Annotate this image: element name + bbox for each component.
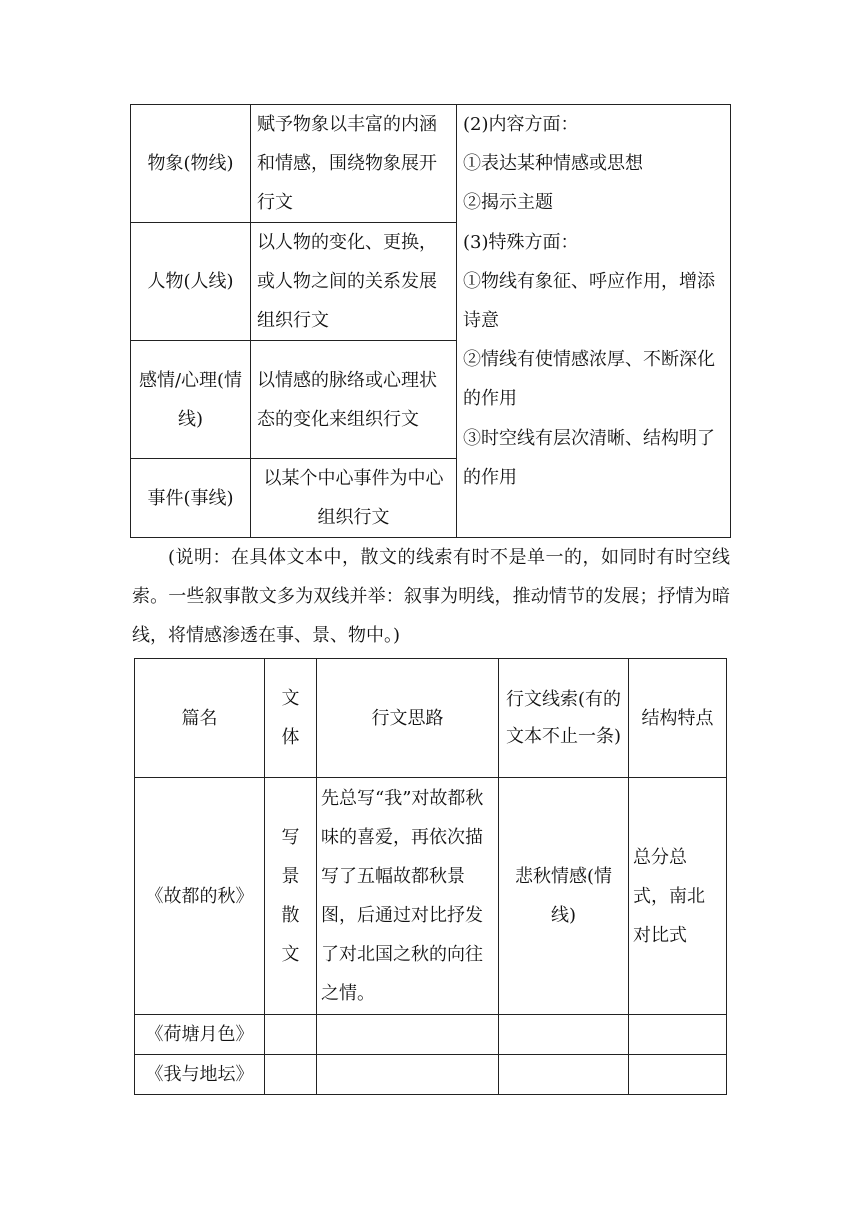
function-line: (2)内容方面：: [463, 114, 579, 135]
thread-type-desc: 赋予物象以丰富的内涵和情感，围绕物象展开行文: [251, 105, 457, 223]
thread-types-table: [130, 104, 731, 538]
explanation-note: (说明：在具体文本中，散文的线索有时不是单一的，如同时有时空线索。一些叙事散文多为双线并举：叙事为明线，推动情节的发展；抒情为暗线，将情感渗透在事、景、物中。): [132, 547, 730, 646]
essay-structure: [629, 1055, 727, 1095]
header-title: 篇名: [135, 659, 265, 778]
essay-genre: [265, 1015, 317, 1055]
essay-clue: [499, 1055, 629, 1095]
thread-type-name: 物象(物线): [131, 105, 251, 223]
table-header-row: [135, 659, 727, 778]
function-line: (3)特殊方面：: [463, 231, 579, 253]
essay-title: 《故都的秋》: [135, 778, 265, 1015]
essay-genre: [265, 1055, 317, 1095]
table-row: [135, 778, 727, 1015]
essay-clue: [499, 1015, 629, 1055]
header-clue: 行文线索(有的文本不止一条): [499, 659, 629, 778]
essay-clue: 悲秋情感(情线): [499, 778, 629, 1015]
table-row: [131, 105, 731, 223]
function-line: ②情线有使情感浓厚、不断深化的作用: [463, 349, 715, 410]
essay-structure: [629, 1015, 727, 1055]
essay-idea: [317, 1015, 499, 1055]
thread-type-desc: 以某个中心事件为中心组织行文: [251, 459, 457, 538]
header-idea: 行文思路: [317, 659, 499, 778]
table-row: [135, 1055, 727, 1095]
essay-genre: 写景散文: [265, 778, 317, 1015]
essay-title: 《荷塘月色》: [135, 1015, 265, 1055]
function-line: ②揭示主题: [463, 192, 553, 214]
thread-type-desc: 以情感的脉络或心理状态的变化来组织行文: [251, 341, 457, 459]
essay-title: 《我与地坛》: [135, 1055, 265, 1095]
header-structure: 结构特点: [629, 659, 727, 778]
thread-type-name: 人物(人线): [131, 223, 251, 341]
essay-idea: 先总写“我”对故都秋味的喜爱，再依次描写了五幅故都秋景图，后通过对比抒发了对北国之秋的向往之情。: [317, 778, 499, 1015]
thread-function-cell: [457, 105, 731, 538]
thread-type-name: 事件(事线): [131, 459, 251, 538]
function-line: ①物线有象征、呼应作用，增添诗意: [463, 270, 715, 332]
essay-analysis-table: [134, 658, 727, 1095]
table-row: [135, 1015, 727, 1055]
essay-structure: 总分总式，南北对比式: [629, 778, 727, 1015]
function-line: ③时空线有层次清晰、结构明了的作用: [463, 427, 715, 488]
thread-type-name: 感情/心理(情线): [131, 341, 251, 459]
function-line: ①表达某种情感或思想: [463, 153, 643, 175]
header-genre: 文体: [265, 659, 317, 778]
essay-idea: [317, 1055, 499, 1095]
thread-type-desc: 以人物的变化、更换，或人物之间的关系发展组织行文: [251, 223, 457, 341]
